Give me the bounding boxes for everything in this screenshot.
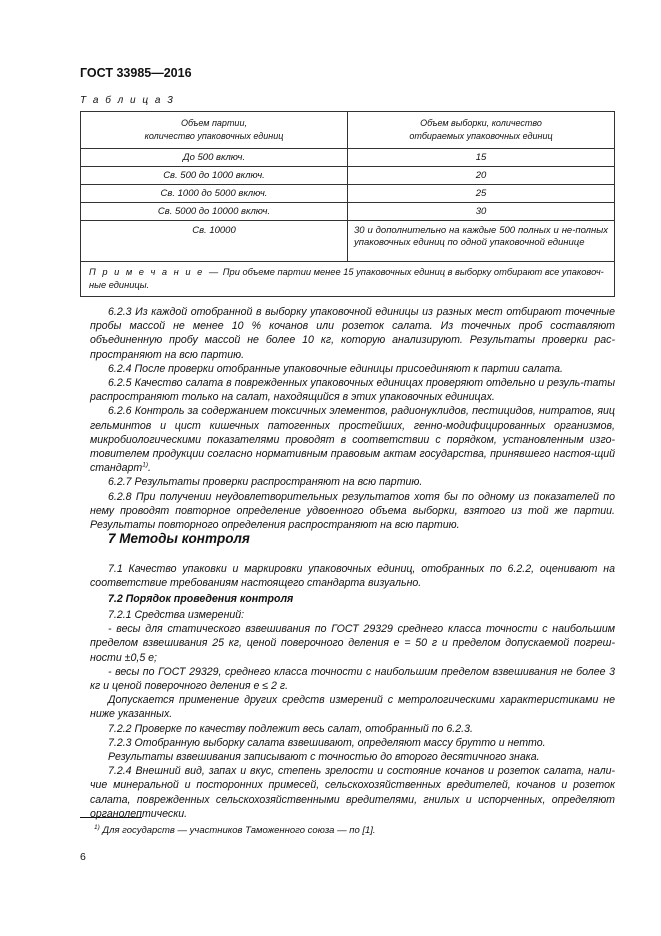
paragraph: 6.2.7 Результаты проверки распространяют на всю партию. xyxy=(108,476,423,489)
table-row xyxy=(81,221,615,262)
subsection-title: 7.2 Порядок проведения контроля xyxy=(108,593,294,605)
paragraph: 7.2.4 Внешний вид, запах и вкус, степень зрелости и состояние кочанов и розеток салата, нали-чие минеральной и посторонних примесей, сельскохозяйственных вредителей, кочанов и розеток салата, поврежденных сельскохозяйственными вредителями, гнилых и испорченных, определяют органолептически. xyxy=(90,765,615,820)
column-header-lot: Объем партии, количество упаковочных единиц xyxy=(81,112,348,149)
footnote-reference: 1) xyxy=(142,461,148,469)
page-number: 6 xyxy=(80,851,86,863)
footnote xyxy=(94,825,376,836)
section-title: 7 Методы контроля xyxy=(108,531,250,546)
paragraph: 7.1 Качество упаковки и маркировки упаковочных единиц, отобранных по 6.2.2, оценивают на соответствие требованиям настоящего стандарта визуально. xyxy=(90,563,615,590)
column-header-sample: Объем выборки, количество отбираемых упаковочных единиц xyxy=(348,112,615,149)
table-cell: Св. 500 до 1000 включ. xyxy=(81,167,348,185)
paragraph: - весы по ГОСТ 29329, среднего класса точности с наибольшим пределом взвешивания не более 3 кг и ценой поверочного деления е ≤ 2 г. xyxy=(90,665,615,693)
table-cell: 30 xyxy=(348,203,615,221)
paragraph: 6.2.6 Контроль за содержанием токсичных элементов, радионуклидов, пестицидов, нитратов, яиц гельминтов и цист кишечных патогенных простейших, генно-модифицированных организмов, микробиологическими показателями проводят в соответствии с порядком, установленным изго-товителем продукции согласно нормативным правовым актам государства, принявшего настоя-щий стандарт$^{1)}$. xyxy=(90,405,615,475)
table-cell: 20 xyxy=(348,167,615,185)
table-cell: До 500 включ. xyxy=(81,149,348,167)
paragraph: 7.2.1 Средства измерений: xyxy=(108,609,245,621)
control-paragraphs xyxy=(90,608,615,821)
paragraph: 6.2.3 Из каждой отобранной в выборку упаковочной единицы из разных мест отбирают точечные пробы массой не менее 10 % кочанов или розеток салата. Из точечных проб составляют объединенную пробу массой не более 10 кг, которую анализируют. Результаты проверки рас-пространяют на всю партию. xyxy=(90,306,615,361)
sample-volume-table xyxy=(80,111,615,297)
table-note-row xyxy=(81,262,615,297)
footnote-mark: 1) xyxy=(94,823,100,831)
table-cell: 25 xyxy=(348,185,615,203)
paragraph: Результаты взвешивания записывают с точностью до второго десятичного знака. xyxy=(108,751,540,764)
paragraph: Допускается применение других средств измерений с метрологическими характеристиками не ниже указанных. xyxy=(90,694,615,721)
paragraph: 7.2.2 Проверке по качеству подлежит весь салат, отобранный по 6.2.3. xyxy=(108,722,473,735)
table-row xyxy=(81,149,615,167)
sampling-paragraphs xyxy=(90,305,615,532)
footnote-text: Для государств — участников Таможенного союза — по [1]. xyxy=(102,825,376,836)
paragraph: 6.2.5 Качество салата в поврежденных упаковочных единицах проверяют отдельно и резуль-таты распространяют только на салат, находящийся в этих упаковочных единицах. xyxy=(90,377,615,404)
table-header-row xyxy=(81,112,615,149)
paragraph: 6.2.8 При получении неудовлетворительных результатов хотя бы по одному из показателей по нему проводят повторное определение удвоенного объема выборки, взятого из той же партии. Результаты повторного определения распространяют на всю партию. xyxy=(90,490,615,532)
paragraph: 7.2.3 Отобранную выборку салата взвешивают, определяют массу брутто и нетто. xyxy=(108,736,546,749)
paragraph: - весы для статического взвешивания по ГОСТ 29329 среднего класса точности с наибольшим пределом взвешивания 25 кг, ценой поверочного деления е = 50 г и пределом допускаемой погреш-ности ±0,5 е; xyxy=(90,623,615,664)
paragraph: 6.2.4 После проверки отобранные упаковочные единицы присоединяют к партии салата. xyxy=(108,362,563,375)
table-cell: Св. 5000 до 10000 включ. xyxy=(81,203,348,221)
table-note xyxy=(81,262,615,297)
table-cell: Св. 10000 xyxy=(81,221,348,262)
footnote-divider xyxy=(80,817,142,818)
table-row xyxy=(81,203,615,221)
table-caption: Т а б л и ц а 3 xyxy=(80,95,175,106)
note-label: П р и м е ч а н и е — xyxy=(89,267,221,277)
note-text: При объеме партии менее 15 упаковочных единиц в выборку отбирают все упаковоч-ные единицы. xyxy=(89,267,604,290)
document-header: ГОСТ 33985—2016 xyxy=(80,66,192,80)
table-row xyxy=(81,167,615,185)
table-cell: 15 xyxy=(348,149,615,167)
section-intro xyxy=(90,562,615,590)
table-cell: 30 и дополнительно на каждые 500 полных и не-полных упаковочных единиц по одной упаковочной единице xyxy=(348,221,615,262)
table-cell: Св. 1000 до 5000 включ. xyxy=(81,185,348,203)
table-row xyxy=(81,185,615,203)
